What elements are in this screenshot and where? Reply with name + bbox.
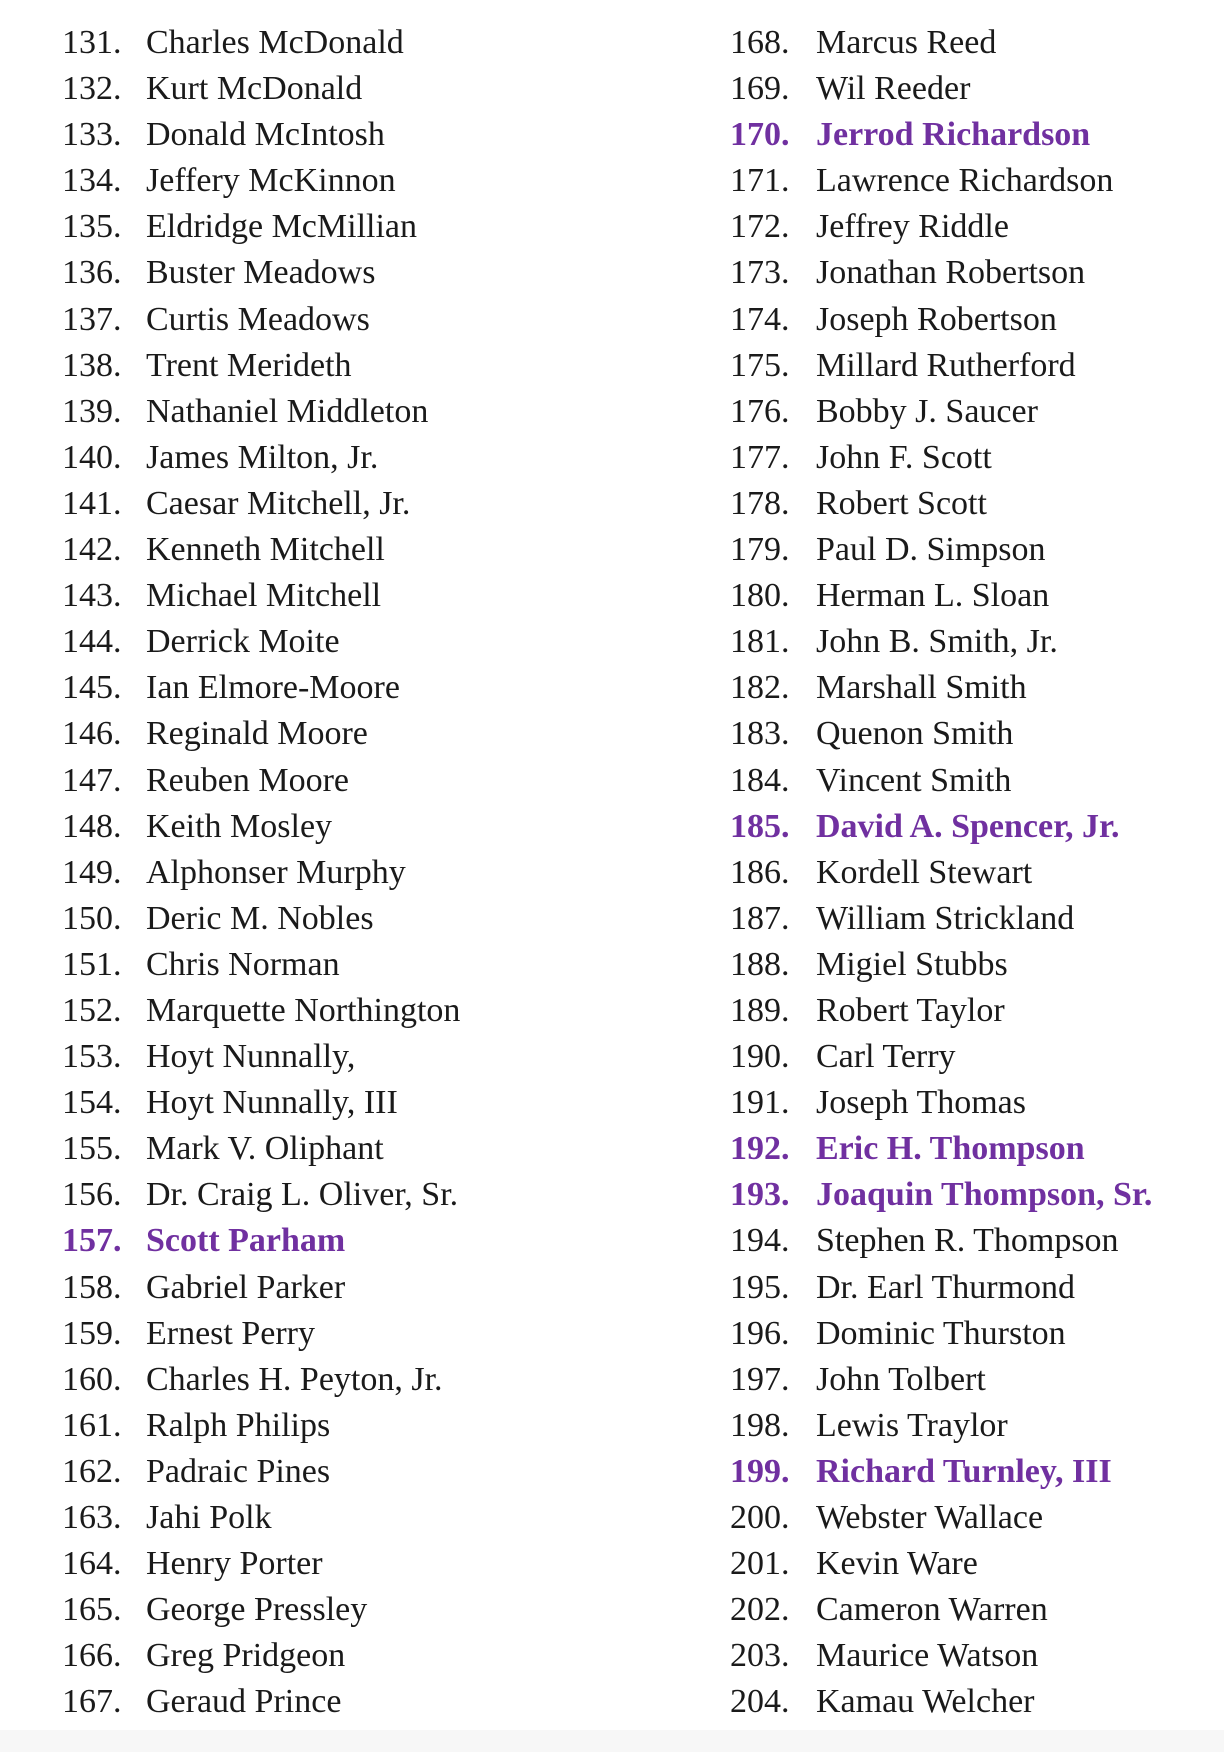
list-item-name: Marshall Smith <box>816 669 1027 707</box>
list-item <box>62 1172 460 1218</box>
list-item-number: 190. <box>730 1038 790 1076</box>
list-item-number: 157. <box>62 1222 122 1260</box>
list-item-name: Chris Norman <box>146 945 340 983</box>
list-item-number: 165. <box>62 1591 122 1629</box>
list-item-number: 194. <box>730 1222 790 1260</box>
list-item-number: 151. <box>62 945 122 983</box>
list-item <box>730 66 1152 112</box>
list-item-number: 141. <box>62 484 122 522</box>
list-item-number: 185. <box>730 807 790 845</box>
list-item-number: 203. <box>730 1637 790 1675</box>
list-item-number: 189. <box>730 991 790 1029</box>
list-item-name: Gabriel Parker <box>146 1268 346 1306</box>
list-item <box>62 1265 460 1311</box>
list-item <box>62 1126 460 1172</box>
list-item <box>62 112 460 158</box>
list-item-name: Marcus Reed <box>816 24 997 61</box>
list-item <box>62 1311 460 1357</box>
list-item-name: Joseph Thomas <box>816 1084 1026 1122</box>
list-item-name: Migiel Stubbs <box>816 945 1008 983</box>
list-item-number: 187. <box>730 899 790 937</box>
list-item-number: 175. <box>730 346 790 384</box>
list-item-name: Vincent Smith <box>816 761 1012 799</box>
list-item <box>62 896 460 942</box>
list-item-number: 199. <box>730 1452 790 1490</box>
list-item-name: Jeffrey Riddle <box>816 208 1009 246</box>
list-item <box>730 250 1152 296</box>
list-item-name: Greg Pridgeon <box>146 1637 346 1675</box>
list-item <box>62 665 460 711</box>
list-item-number: 138. <box>62 346 122 384</box>
list-item-number: 132. <box>62 70 122 108</box>
list-item <box>730 481 1152 527</box>
list-item-name: Geraud Prince <box>146 1683 342 1721</box>
list-item-name: Quenon Smith <box>816 715 1014 753</box>
list-item <box>62 250 460 296</box>
list-item-number: 135. <box>62 208 122 246</box>
list-item-name: Joseph Robertson <box>816 300 1057 338</box>
list-item-number: 147. <box>62 761 122 799</box>
list-item-name: Robert Scott <box>816 484 987 522</box>
list-item <box>730 573 1152 619</box>
list-item-name: Wil Reeder <box>816 70 971 108</box>
page-bottom-edge <box>0 1730 1224 1752</box>
list-item-name: Trent Merideth <box>146 346 352 384</box>
list-item <box>62 1403 460 1449</box>
name-list-right-column <box>730 20 1152 1725</box>
list-item <box>730 343 1152 389</box>
list-item-number: 153. <box>62 1038 122 1076</box>
list-item-name: Kamau Welcher <box>816 1683 1035 1721</box>
list-item <box>62 435 460 481</box>
list-item-highlighted <box>730 1449 1152 1495</box>
list-item-number: 183. <box>730 715 790 753</box>
list-item-name: Marquette Northington <box>146 991 461 1029</box>
list-item <box>62 804 460 850</box>
list-item-highlighted <box>730 1126 1152 1172</box>
list-item <box>730 896 1152 942</box>
list-item-number: 169. <box>730 70 790 108</box>
list-item <box>730 435 1152 481</box>
list-item <box>62 1679 460 1725</box>
list-item <box>62 1080 460 1126</box>
list-item-number: 179. <box>730 531 790 569</box>
list-item-name: Kurt McDonald <box>146 70 363 108</box>
list-item-number: 171. <box>730 162 790 200</box>
list-item <box>730 1541 1152 1587</box>
list-item-number: 191. <box>730 1084 790 1122</box>
list-item-number: 193. <box>730 1176 790 1214</box>
list-item-name: Dominic Thurston <box>816 1314 1066 1352</box>
list-item-name: Lawrence Richardson <box>816 162 1114 200</box>
list-item-name: Mark V. Oliphant <box>146 1130 384 1168</box>
list-item <box>730 1403 1152 1449</box>
list-item-number: 201. <box>730 1545 790 1583</box>
list-item-name: John Tolbert <box>816 1360 986 1398</box>
list-item-number: 170. <box>730 116 790 154</box>
list-item-name: Jeffery McKinnon <box>146 162 396 200</box>
list-item-highlighted <box>730 804 1152 850</box>
list-item <box>730 1633 1152 1679</box>
list-item-number: 174. <box>730 300 790 338</box>
list-item-name: Richard Turnley, III <box>816 1452 1112 1490</box>
list-item-number: 184. <box>730 761 790 799</box>
list-item-name: Webster Wallace <box>816 1499 1044 1536</box>
list-item-number: 192. <box>730 1130 790 1168</box>
list-item-number: 196. <box>730 1314 790 1352</box>
list-item-name: Charles McDonald <box>146 24 404 61</box>
list-item-number: 188. <box>730 945 790 983</box>
list-item-name: Kordell Stewart <box>816 853 1033 891</box>
list-item-number: 176. <box>730 392 790 430</box>
list-item-name: George Pressley <box>146 1591 368 1629</box>
list-item-highlighted <box>730 1172 1152 1218</box>
list-item-number: 162. <box>62 1452 122 1490</box>
list-item <box>730 204 1152 250</box>
list-item <box>62 1587 460 1633</box>
list-item-number: 160. <box>62 1360 122 1398</box>
list-item-name: Nathaniel Middleton <box>146 392 429 430</box>
list-item-number: 158. <box>62 1268 122 1306</box>
list-item <box>62 343 460 389</box>
list-item-name: Scott Parham <box>146 1222 346 1260</box>
list-item-number: 204. <box>730 1683 790 1721</box>
list-item-number: 168. <box>730 24 790 61</box>
list-item-name: Alphonser Murphy <box>146 853 406 891</box>
list-item <box>62 1357 460 1403</box>
list-item-name: Reginald Moore <box>146 715 368 753</box>
list-item-name: James Milton, Jr. <box>146 438 379 476</box>
list-item-name: John F. Scott <box>816 438 992 476</box>
list-item-number: 156. <box>62 1176 122 1214</box>
list-item <box>62 389 460 435</box>
list-item-name: Ian Elmore-Moore <box>146 669 400 707</box>
list-item-name: Caesar Mitchell, Jr. <box>146 484 411 522</box>
list-item <box>62 988 460 1034</box>
list-item-name: Stephen R. Thompson <box>816 1222 1119 1260</box>
list-item-name: Donald McIntosh <box>146 116 385 154</box>
list-item-number: 167. <box>62 1683 122 1721</box>
list-item-number: 166. <box>62 1637 122 1675</box>
list-item-name: William Strickland <box>816 899 1075 937</box>
list-item <box>730 20 1152 66</box>
list-item <box>730 942 1152 988</box>
list-item-number: 172. <box>730 208 790 246</box>
list-item-number: 146. <box>62 715 122 753</box>
list-item-name: Millard Rutherford <box>816 346 1076 384</box>
list-item <box>730 711 1152 757</box>
list-item-name: Jerrod Richardson <box>816 116 1091 154</box>
list-item <box>62 20 460 66</box>
list-item-number: 139. <box>62 392 122 430</box>
list-item-number: 198. <box>730 1406 790 1444</box>
list-item-name: Michael Mitchell <box>146 577 382 615</box>
list-item-number: 181. <box>730 623 790 661</box>
list-item <box>730 1587 1152 1633</box>
list-item-highlighted <box>62 1218 460 1264</box>
list-item <box>730 1218 1152 1264</box>
list-item-name: Robert Taylor <box>816 991 1005 1029</box>
list-item-name: Maurice Watson <box>816 1637 1039 1675</box>
list-item <box>730 758 1152 804</box>
list-item-name: Keith Mosley <box>146 807 333 845</box>
list-item-number: 137. <box>62 300 122 338</box>
list-item-name: Joaquin Thompson, Sr. <box>816 1176 1153 1214</box>
list-item-name: Deric M. Nobles <box>146 899 374 937</box>
list-item-number: 200. <box>730 1499 790 1536</box>
list-item-name: Padraic Pines <box>146 1452 331 1490</box>
list-item-name: Derrick Moite <box>146 623 340 661</box>
list-item <box>62 1449 460 1495</box>
list-item-number: 186. <box>730 853 790 891</box>
list-item-name: Hoyt Nunnally, <box>146 1038 356 1076</box>
list-item <box>730 527 1152 573</box>
list-item-number: 145. <box>62 669 122 707</box>
list-item-number: 136. <box>62 254 122 292</box>
list-item <box>62 1034 460 1080</box>
list-item <box>62 1541 460 1587</box>
list-item-number: 142. <box>62 531 122 569</box>
list-item <box>62 66 460 112</box>
list-item-name: Jahi Polk <box>146 1499 272 1536</box>
list-item-number: 155. <box>62 1130 122 1168</box>
list-item-number: 180. <box>730 577 790 615</box>
list-item <box>62 711 460 757</box>
list-item <box>730 158 1152 204</box>
list-item-name: Hoyt Nunnally, III <box>146 1084 398 1122</box>
list-item <box>62 158 460 204</box>
list-item <box>730 1034 1152 1080</box>
list-item <box>730 297 1152 343</box>
list-item-number: 163. <box>62 1499 122 1536</box>
list-item <box>730 988 1152 1034</box>
list-item-number: 134. <box>62 162 122 200</box>
list-item-number: 159. <box>62 1314 122 1352</box>
list-item <box>730 1311 1152 1357</box>
list-item-name: Ernest Perry <box>146 1314 316 1352</box>
list-item <box>730 1357 1152 1403</box>
list-item-name: Kenneth Mitchell <box>146 531 385 569</box>
list-item <box>730 1080 1152 1126</box>
list-item <box>730 850 1152 896</box>
list-item-number: 154. <box>62 1084 122 1122</box>
list-item <box>730 1495 1152 1541</box>
list-item <box>730 1679 1152 1725</box>
list-item <box>62 1495 460 1541</box>
list-item-number: 164. <box>62 1545 122 1583</box>
list-item-number: 197. <box>730 1360 790 1398</box>
list-item-number: 131. <box>62 24 122 61</box>
list-item-number: 182. <box>730 669 790 707</box>
list-item <box>730 619 1152 665</box>
list-item <box>62 481 460 527</box>
list-item-name: Lewis Traylor <box>816 1406 1008 1444</box>
list-item-number: 144. <box>62 623 122 661</box>
list-item-number: 177. <box>730 438 790 476</box>
list-item <box>62 527 460 573</box>
list-item <box>62 758 460 804</box>
list-item-number: 161. <box>62 1406 122 1444</box>
list-item-number: 202. <box>730 1591 790 1629</box>
list-item-highlighted <box>730 112 1152 158</box>
list-item-number: 152. <box>62 991 122 1029</box>
list-item-name: Jonathan Robertson <box>816 254 1086 292</box>
list-item <box>62 619 460 665</box>
list-item <box>62 942 460 988</box>
list-item-name: Curtis Meadows <box>146 300 370 338</box>
list-item-number: 173. <box>730 254 790 292</box>
list-item-name: Dr. Craig L. Oliver, Sr. <box>146 1176 459 1214</box>
list-item <box>730 665 1152 711</box>
list-item-number: 148. <box>62 807 122 845</box>
list-item-name: Eldridge McMillian <box>146 208 418 246</box>
name-list-left-column <box>62 20 460 1725</box>
list-item <box>62 573 460 619</box>
list-item-name: Reuben Moore <box>146 761 350 799</box>
list-item-number: 149. <box>62 853 122 891</box>
list-item-name: Dr. Earl Thurmond <box>816 1268 1076 1306</box>
list-item-name: Eric H. Thompson <box>816 1130 1085 1168</box>
list-item-name: Ralph Philips <box>146 1406 331 1444</box>
list-item-name: Bobby J. Saucer <box>816 392 1038 430</box>
list-item-name: Henry Porter <box>146 1545 323 1583</box>
list-item-name: Charles H. Peyton, Jr. <box>146 1360 443 1398</box>
list-item-number: 150. <box>62 899 122 937</box>
list-item-name: Paul D. Simpson <box>816 531 1046 569</box>
list-item-number: 143. <box>62 577 122 615</box>
list-item-name: David A. Spencer, Jr. <box>816 807 1120 845</box>
list-item <box>730 1265 1152 1311</box>
list-item-name: John B. Smith, Jr. <box>816 623 1058 661</box>
list-item-number: 178. <box>730 484 790 522</box>
list-item <box>62 1633 460 1679</box>
list-item <box>62 297 460 343</box>
list-item-name: Carl Terry <box>816 1038 956 1076</box>
list-item-name: Kevin Ware <box>816 1545 978 1583</box>
list-item-name: Herman L. Sloan <box>816 577 1050 615</box>
list-item-name: Cameron Warren <box>816 1591 1048 1629</box>
list-item <box>730 389 1152 435</box>
list-item <box>62 850 460 896</box>
list-item-number: 140. <box>62 438 122 476</box>
list-item-number: 133. <box>62 116 122 154</box>
list-item <box>62 204 460 250</box>
list-item-name: Buster Meadows <box>146 254 376 292</box>
list-item-number: 195. <box>730 1268 790 1306</box>
